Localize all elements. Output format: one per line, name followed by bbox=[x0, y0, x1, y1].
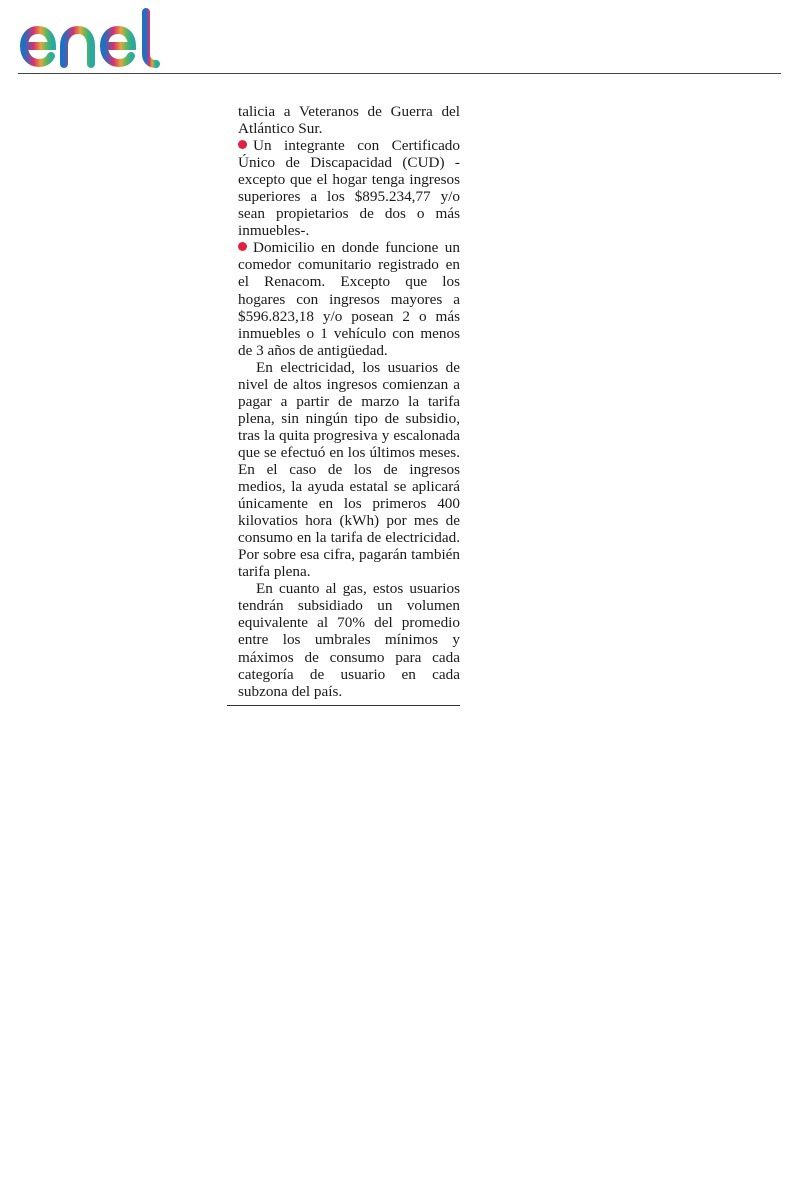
article-paragraph-1: talicia a Veteranos de Guerra del Atlántico Sur. bbox=[238, 103, 460, 138]
article-end-divider bbox=[227, 705, 460, 706]
article-bullet-item-cud bbox=[238, 137, 460, 239]
header-divider bbox=[18, 73, 781, 74]
article-bullet-item-comedor bbox=[238, 239, 460, 358]
enel-logo bbox=[18, 8, 178, 70]
bullet-dot-icon bbox=[238, 242, 247, 251]
article-paragraph-gas: En cuanto al gas, estos usuarios tendrán subsidiado un volumen equivalente al 70% del promedio entre los umbrales mínimos y máximos de consumo para cada categoría de usuario en cada subzona del país. bbox=[238, 580, 460, 700]
bullet-text: Domicilio en donde funcione un comedor comunitario registrado en el Renacom. Excepto que los hogares con ingresos mayores a $596.823,18 y/o posean 2 o más inmuebles o 1 vehículo con menos de 3 años de antigüedad. bbox=[238, 239, 460, 359]
article-paragraph-electricidad: En electricidad, los usuarios de nivel de altos ingresos comienzan a pagar a partir de marzo la tarifa plena, sin ningún tipo de subsidio, tras la quita progresiva y escalonada que se efectuó en los últimos meses. En el caso de los de ingresos medios, la ayuda estatal se aplicará únicamente en los primeros 400 kilovatios hora (kWh) por mes de consumo en la tarifa de electricidad. Por sobre esa cifra, pagarán también tarifa plena. bbox=[238, 358, 460, 581]
bullet-dot-icon bbox=[238, 140, 247, 149]
article-column bbox=[238, 103, 460, 700]
bullet-text: Un integrante con Certificado Único de Discapacidad (CUD) -excepto que el hogar tenga ingresos superiores a los $895.234,77 y/o sean propietarios de dos o más inmuebles-. bbox=[238, 137, 460, 240]
